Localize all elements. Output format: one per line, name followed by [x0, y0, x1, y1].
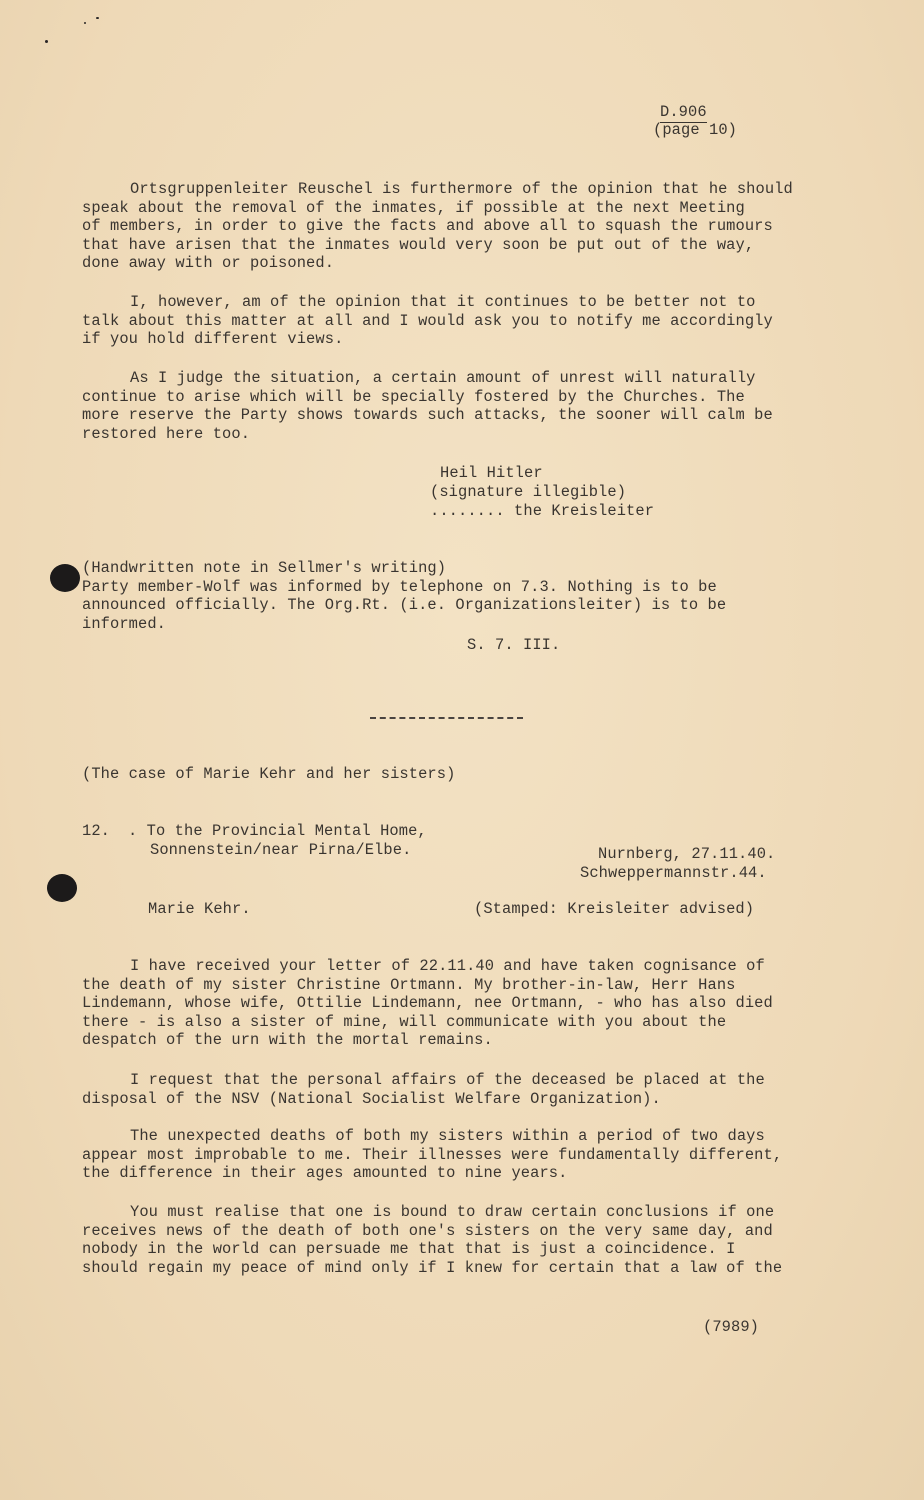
speck-mark	[84, 22, 86, 24]
letter-paragraph-2: I request that the personal affairs of the deceased be placed at the disposal of the NSV (National Socialist Welfare Organization).	[82, 1071, 765, 1108]
letter-paragraph-4: You must realise that one is bound to draw certain conclusions if one receives news of the death of both one's sisters on the very same day, and nobody in the world can persuade me that that is just a coincidence. I should regain my peace of mind only if I knew for certain that a law of the	[82, 1203, 783, 1277]
speck-mark	[96, 17, 99, 19]
handwritten-note: (Handwritten note in Sellmer's writing) Party member-Wolf was informed by telephone on 7.3. Nothing is to be announced officially. The Org.Rt. (i.e. Organizationsleiter) is to be informed.	[82, 559, 727, 633]
page-reference: (page 10)	[653, 121, 738, 139]
signature-note: (signature illegible)	[430, 483, 627, 501]
addressee-line-1: . To the Provincial Mental Home,	[128, 822, 427, 840]
page-number: (7989)	[703, 1318, 760, 1336]
salutation: Heil Hitler	[440, 464, 543, 482]
letter-number: 12.	[82, 822, 111, 840]
punch-hole	[50, 564, 80, 592]
note-initials: S. 7. III.	[467, 636, 561, 654]
letter-paragraph-3: The unexpected deaths of both my sisters within a period of two days appear most improbable to me. Their illnesses were fundamentally different, the difference in their ages amounted to nine years.	[82, 1127, 783, 1183]
letter-paragraph-1: I have received your letter of 22.11.40 and have taken cognisance of the death of my sister Christine Ortmann. My brother-in-law, Herr Hans Lindemann, whose wife, Ottilie Lindemann, nee Ortmann, - who has also died there - is also a sister of mine, will communicate with you about the despatch of the urn with the mortal remains.	[82, 957, 773, 1050]
sender-name: Marie Kehr.	[148, 900, 251, 918]
paragraph-2: I, however, am of the opinion that it continues to be better not to talk about this matter at all and I would ask you to notify me accordingly if you hold different views.	[82, 293, 773, 349]
sender-address: Schweppermannstr.44.	[580, 864, 767, 882]
date-place: Nurnberg, 27.11.40.	[598, 845, 776, 863]
case-heading: (The case of Marie Kehr and her sisters)	[82, 765, 456, 783]
section-divider	[370, 717, 523, 719]
punch-hole	[47, 874, 77, 902]
document-number: D.906	[660, 103, 707, 121]
signature-title: ........ the Kreisleiter	[430, 502, 655, 520]
paragraph-1: Ortsgruppenleiter Reuschel is furthermore of the opinion that he should speak about the removal of the inmates, if possible at the next Meeting of members, in order to give the facts and above all to squash the rumours that have arisen that the inmates would very soon be put out of the way, done away with or poisoned.	[82, 180, 793, 273]
paragraph-3: As I judge the situation, a certain amount of unrest will naturally continue to arise which will be specially fostered by the Churches. The more reserve the Party shows towards such attacks, the sooner will calm be restored here too.	[82, 369, 773, 443]
addressee-line-2: Sonnenstein/near Pirna/Elbe.	[150, 841, 412, 859]
stamp-note: (Stamped: Kreisleiter advised)	[474, 900, 755, 918]
speck-mark	[45, 40, 48, 43]
